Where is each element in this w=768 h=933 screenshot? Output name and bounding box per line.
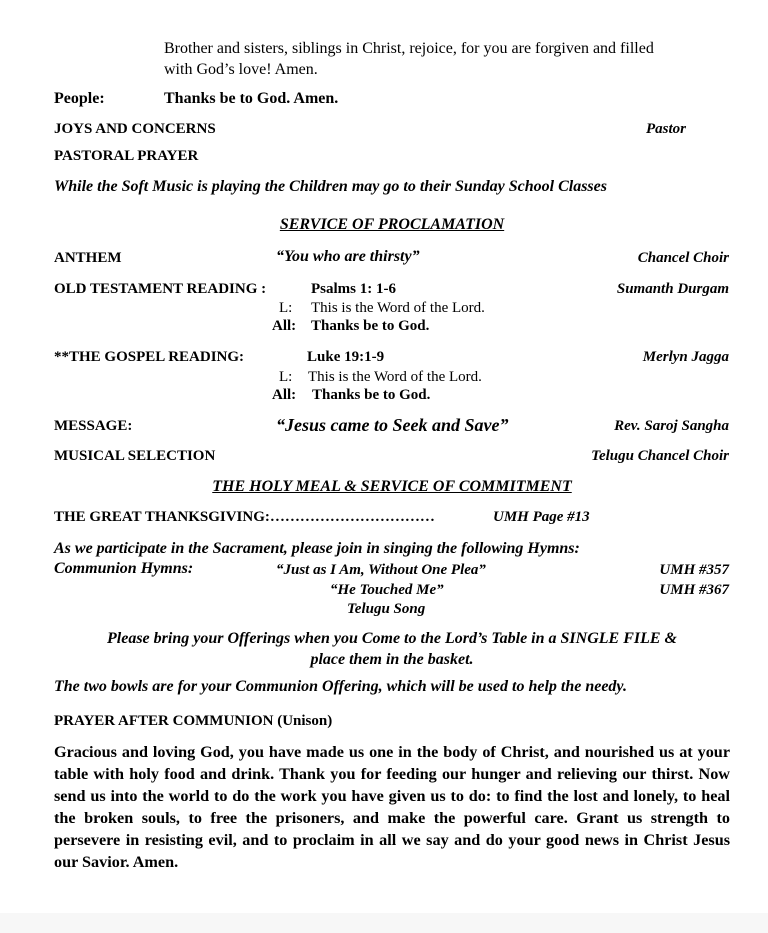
joys-concerns-label: JOYS AND CONCERNS bbox=[54, 121, 216, 137]
ot-leader-text: This is the Word of the Lord. bbox=[311, 300, 485, 316]
gospel-leader-text: This is the Word of the Lord. bbox=[308, 369, 482, 385]
sacrament-note: As we participate in the Sacrament, please join in singing the following Hymns: bbox=[54, 540, 580, 557]
prayer-after-mode: (Unison) bbox=[277, 713, 333, 729]
anthem-title: “You who are thirsty” bbox=[276, 248, 420, 265]
offering-note-line-1: Please bring your Offerings when you Come to the Lord’s Table in a SINGLE FILE & bbox=[107, 630, 677, 647]
pastoral-prayer-label: PASTORAL PRAYER bbox=[54, 148, 199, 164]
people-response: Thanks be to God. Amen. bbox=[164, 90, 339, 107]
gospel-reading-passage: Luke 19:1-9 bbox=[307, 349, 385, 365]
great-thanksgiving-label: THE GREAT THANKSGIVING:…………………………… bbox=[54, 509, 435, 525]
gospel-all-label: All: bbox=[272, 387, 297, 403]
ot-reading-label: OLD TESTAMENT READING : bbox=[54, 281, 267, 297]
holy-meal-heading: THE HOLY MEAL & SERVICE OF COMMITMENT bbox=[212, 478, 572, 495]
hymn-title: “He Touched Me” bbox=[330, 582, 444, 598]
hymn-title: Telugu Song bbox=[347, 601, 426, 617]
ot-all-label: All: bbox=[272, 318, 297, 334]
hymn-number: UMH #367 bbox=[659, 582, 729, 598]
anthem-label: ANTHEM bbox=[54, 250, 122, 266]
gospel-leader-label: L: bbox=[279, 369, 293, 385]
opening-line-2: with God’s love! Amen. bbox=[164, 61, 318, 78]
great-thanksgiving-page: UMH Page #13 bbox=[493, 509, 590, 525]
children-note: While the Soft Music is playing the Children may go to their Sunday School Classes bbox=[54, 178, 607, 195]
message-label: MESSAGE: bbox=[54, 418, 133, 434]
prayer-after-communion-heading bbox=[54, 711, 332, 731]
page-bottom-edge bbox=[0, 913, 768, 933]
people-label: People: bbox=[54, 90, 105, 107]
closing-prayer: Gracious and loving God, you have made us one in the body of Christ, and nourished us at your table with holy food and drink. Thank you for feeding our hunger and relieving our thirst. Now send us into the world to do the work you have given us to do: to find the lost and lonely, to heal the broken souls, to free the prisoners, and make the powerful care. Grant us strength to persevere in resisting evil, and to proclaim in all we say and do your good news in Christ Jesus our Savior. Amen. bbox=[54, 743, 730, 871]
communion-hymns-label: Communion Hymns: bbox=[54, 560, 194, 577]
gospel-all-text: Thanks be to God. bbox=[312, 387, 431, 403]
musical-selection-label: MUSICAL SELECTION bbox=[54, 448, 216, 464]
ot-leader-label: L: bbox=[279, 300, 293, 316]
ot-reading-leader: Sumanth Durgam bbox=[616, 281, 729, 297]
joys-leader: Pastor bbox=[646, 121, 687, 137]
gospel-reading-label: **THE GOSPEL READING: bbox=[54, 349, 245, 365]
ot-all-text: Thanks be to God. bbox=[311, 318, 430, 334]
message-title: “Jesus came to Seek and Save” bbox=[276, 415, 509, 435]
hymn-number: UMH #357 bbox=[659, 562, 729, 578]
offering-note-line-2: place them in the basket. bbox=[310, 651, 474, 668]
opening-line-1: Brother and sisters, siblings in Christ, rejoice, for you are forgiven and filled bbox=[164, 40, 654, 57]
anthem-leader: Chancel Choir bbox=[637, 250, 729, 266]
prayer-after-label: PRAYER AFTER COMMUNION bbox=[54, 713, 274, 729]
ot-reading-passage: Psalms 1: 1-6 bbox=[311, 281, 396, 297]
musical-selection-leader: Telugu Chancel Choir bbox=[591, 448, 729, 464]
message-leader: Rev. Saroj Sangha bbox=[614, 418, 729, 434]
hymn-title: “Just as I Am, Without One Plea” bbox=[276, 562, 486, 578]
bowls-note: The two bowls are for your Communion Offering, which will be used to help the needy. bbox=[54, 678, 627, 695]
gospel-reading-leader: Merlyn Jagga bbox=[642, 349, 729, 365]
proclamation-heading: SERVICE OF PROCLAMATION bbox=[279, 216, 505, 233]
